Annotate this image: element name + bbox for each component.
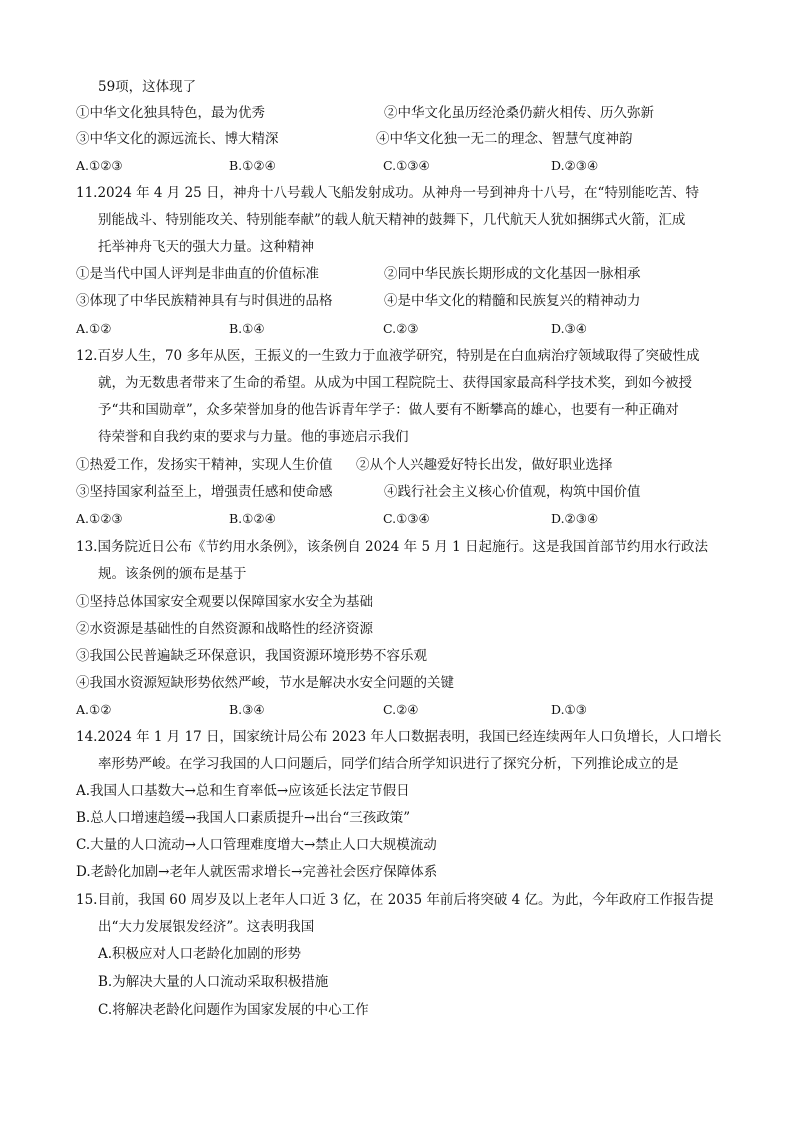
- q13-option-c: C.②④: [383, 702, 419, 717]
- q13-statement-2: ②水资源是基础性的自然资源和战略性的经济资源: [76, 621, 373, 637]
- q12-statement-3: ③坚持国家利益至上，增强责任感和使命感: [76, 484, 333, 500]
- q13-statement-3: ③我国公民普遍缺乏环保意识，我国资源环境形势不容乐观: [76, 648, 427, 664]
- q13-option-b: B.③④: [229, 702, 265, 717]
- q11-option-b: B.①④: [229, 321, 265, 336]
- q10-statement-1: ①中华文化独具特色，最为优秀: [76, 105, 265, 121]
- q12-stem-4: 待荣誉和自我约束的要求与力量。他的事迹启示我们: [98, 429, 409, 445]
- q12-stem-3: 予“共和国勋章”，众多荣誉加身的他告诉青年学子：做人要有不断攀高的雄心，也要有一种正确对: [98, 402, 679, 418]
- q13-option-d: D.①③: [551, 702, 587, 717]
- q10-statement-3: ③中华文化的源远流长、博大精深: [76, 131, 279, 147]
- q11-statement-4: ④是中华文化的精髓和民族复兴的精神动力: [384, 293, 641, 309]
- q11-statement-3: ③体现了中华民族精神具有与时俱进的品格: [76, 293, 333, 309]
- q12-statement-1: ①热爱工作，发扬实干精神，实现人生价值: [76, 457, 333, 473]
- q14-stem-1: 14.2024 年 1 月 17 日，国家统计局公布 2023 年人口数据表明，我国已经连续两年人口负增长，人口增长: [76, 729, 722, 745]
- q14-option-c: C.大量的人口流动→人口管理难度增大→禁止人口大规模流动: [76, 837, 437, 853]
- q11-statement-1: ①是当代中国人评判是非曲直的价值标准: [76, 266, 319, 282]
- q13-stem-1: 13.国务院近日公布《节约用水条例》，该条例自 2024 年 5 月 1 日起施行。这是我国首部节约用水行政法: [76, 539, 709, 555]
- q12-option-b: B.①②④: [229, 511, 276, 526]
- q11-option-d: D.③④: [551, 321, 587, 336]
- q14-option-a: A.我国人口基数大→总和生育率低→应该延长法定节假日: [76, 783, 410, 799]
- q15-option-b: B.为解决大量的人口流动采取积极措施: [98, 974, 329, 990]
- q11-statement-2: ②同中华民族长期形成的文化基因一脉相承: [384, 266, 641, 282]
- q13-statement-4: ④我国水资源短缺形势依然严峻，节水是解决水安全问题的关键: [76, 675, 454, 691]
- q11-option-a: A.①②: [76, 321, 112, 336]
- q15-option-c: C.将解决老龄化问题作为国家发展的中心工作: [98, 1002, 369, 1018]
- q14-option-b: B.总人口增速趋缓→我国人口素质提升→出台“三孩政策”: [76, 810, 411, 826]
- q10-stem-tail: 59项，这体现了: [98, 79, 197, 95]
- q10-statement-4: ④中华文化独一无二的理念、智慧气度神韵: [376, 131, 633, 147]
- q13-stem-2: 规。该条例的颁布是基于: [98, 566, 247, 582]
- q10-statement-2: ②中华文化虽历经沧桑仍薪火相传、历久弥新: [384, 105, 654, 121]
- q12-statement-2: ②从个人兴趣爱好特长出发，做好职业选择: [356, 457, 613, 473]
- q12-option-c: C.①③④: [383, 511, 430, 526]
- q13-option-a: A.①②: [76, 702, 112, 717]
- q11-stem-3: 托举神舟飞天的强大力量。这种精神: [98, 239, 314, 255]
- q10-option-b: B.①②④: [229, 158, 276, 173]
- q12-option-d: D.②③④: [551, 511, 599, 526]
- q11-option-c: C.②③: [383, 321, 419, 336]
- q15-option-a: A.积极应对人口老龄化加剧的形势: [98, 946, 302, 962]
- q14-option-d: D.老龄化加剧→老年人就医需求增长→完善社会医疗保障体系: [76, 864, 438, 880]
- q12-stem-2: 就，为无数患者带来了生命的希望。从成为中国工程院院士、获得国家最高科学技术奖，到如今被授: [98, 375, 692, 391]
- q11-stem-2: 别能战斗、特别能攻关、特别能奉献”的载人航天精神的鼓舞下，几代航天人犹如捆绑式火箭，汇成: [98, 212, 686, 228]
- q10-option-d: D.②③④: [551, 158, 599, 173]
- q10-option-a: A.①②③: [76, 158, 123, 173]
- q12-statement-4: ④践行社会主义核心价值观，构筑中国价值: [384, 484, 641, 500]
- q15-stem-1: 15.目前，我国 60 周岁及以上老年人口近 3 亿，在 2035 年前后将突破 4 亿。为此，今年政府工作报告提: [76, 892, 714, 908]
- q13-statement-1: ①坚持总体国家安全观要以保障国家水安全为基础: [76, 594, 373, 610]
- q10-option-c: C.①③④: [383, 158, 430, 173]
- q12-option-a: A.①②③: [76, 511, 123, 526]
- q12-stem-1: 12.百岁人生，70 多年从医，王振义的一生致力于血液学研究，特别是在白血病治疗领域取得了突破性成: [76, 348, 700, 364]
- q14-stem-2: 率形势严峻。在学习我国的人口问题后，同学们结合所学知识进行了探究分析，下列推论成立的是: [98, 756, 679, 772]
- q11-stem-1: 11.2024 年 4 月 25 日，神舟十八号载人飞船发射成功。从神舟一号到神舟十八号，在“特别能吃苦、特: [76, 185, 699, 201]
- q15-stem-2: 出“大力发展银发经济”。这表明我国: [98, 919, 315, 935]
